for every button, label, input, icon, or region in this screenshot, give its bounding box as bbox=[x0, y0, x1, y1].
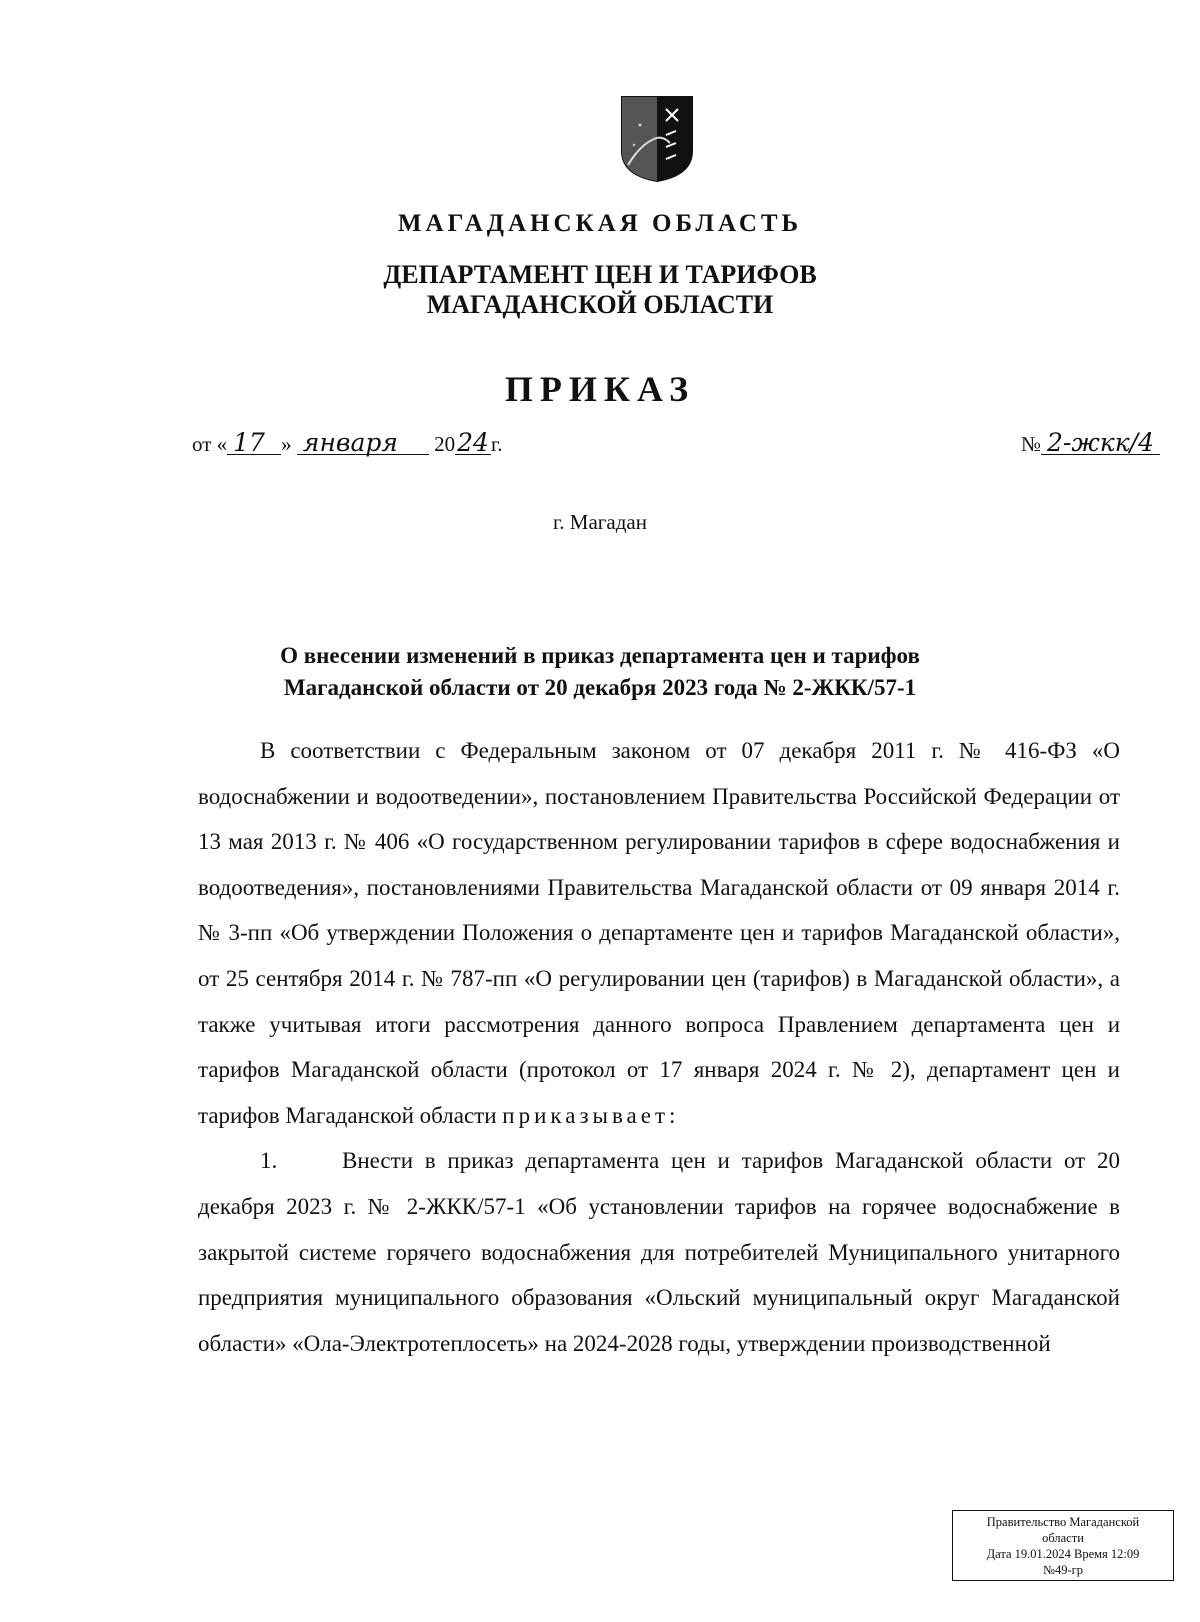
year-end: г. bbox=[490, 432, 503, 456]
date-month: января bbox=[297, 432, 429, 455]
subject-line1: О внесении изменений в приказ департамента цен и тарифов bbox=[280, 643, 920, 668]
stamp-line4: №49-гр bbox=[1043, 1563, 1083, 1577]
orders-word: приказывает: bbox=[502, 1102, 680, 1128]
coat-of-arms-icon bbox=[620, 95, 694, 183]
date-prefix: от « bbox=[192, 432, 228, 456]
stamp-line3: Дата 19.01.2024 Время 12:09 bbox=[986, 1547, 1140, 1561]
department-title-line1: ДЕПАРТАМЕНТ ЦЕН И ТАРИФОВ bbox=[383, 260, 817, 289]
region-title: МАГАДАНСКАЯ ОБЛАСТЬ bbox=[397, 210, 803, 237]
city: г. Магадан bbox=[553, 510, 647, 534]
order-number bbox=[1020, 428, 1160, 457]
year-prefix: 20 bbox=[434, 432, 456, 456]
order-date bbox=[192, 428, 503, 457]
stamp-line1: Правительство Магаданской bbox=[986, 1515, 1140, 1529]
department-title-line2: МАГАДАНСКОЙ ОБЛАСТИ bbox=[426, 290, 774, 319]
date-mid: » bbox=[281, 432, 292, 456]
subject-line2: Магаданской области от 20 декабря 2023 года № 2-ЖКК/57-1 bbox=[283, 675, 917, 700]
order-subject bbox=[0, 640, 1200, 704]
number-prefix: № bbox=[1020, 432, 1042, 456]
date-day: 17 bbox=[227, 432, 281, 455]
department-title bbox=[0, 260, 1200, 320]
registration-stamp bbox=[952, 1510, 1174, 1581]
order-body bbox=[198, 728, 1120, 1366]
document-type: ПРИКАЗ bbox=[504, 369, 696, 409]
year-suffix: 24 bbox=[457, 428, 489, 457]
item-1-text: Внести в приказ департамента цен и тарифов Магаданской области от 20 декабря 2023 г. № 2-ЖКК/57-1 «Об установлении тарифов на горячее водоснабжение в закрытой системе горячего водоснабжения для потребителей Муниципального унитарного предприятия муниципального образования «Ольский муниципальный округ Магаданской области» «Ола-Электротеплосеть» на 2024-2028 годы, утверждении производственной bbox=[198, 1148, 1120, 1356]
preamble-text: В соответствии с Федеральным законом от 07 декабря 2011 г. № 416-ФЗ «О водоснабжении и водоотведении», постановлением Правительства Российской Федерации от 13 мая 2013 г. № 406 «О государственном регулировании тарифов в сфере водоснабжения и водоотведения», постановлениями Правительства Магаданской области от 09 января 2014 г. № 3-пп «Об утверждении Положения о департаменте цен и тарифов Магаданской области», от 25 сентября 2014 г. № 787-пп «О регулировании цен (тарифов) в Магаданской области», а также учитывая итоги рассмотрения данного вопроса Правлением департамента цен и тарифов Магаданской области (протокол от 17 января 2024 г. № 2), департамент цен и тарифов Магаданской области bbox=[198, 738, 1120, 1128]
item-1-paragraph bbox=[198, 1138, 1120, 1366]
stamp-line2: области bbox=[1042, 1531, 1084, 1545]
number-value: 2-жкк/4 bbox=[1041, 432, 1160, 455]
preamble-paragraph bbox=[198, 728, 1120, 1138]
item-1-number: 1. bbox=[260, 1148, 278, 1174]
